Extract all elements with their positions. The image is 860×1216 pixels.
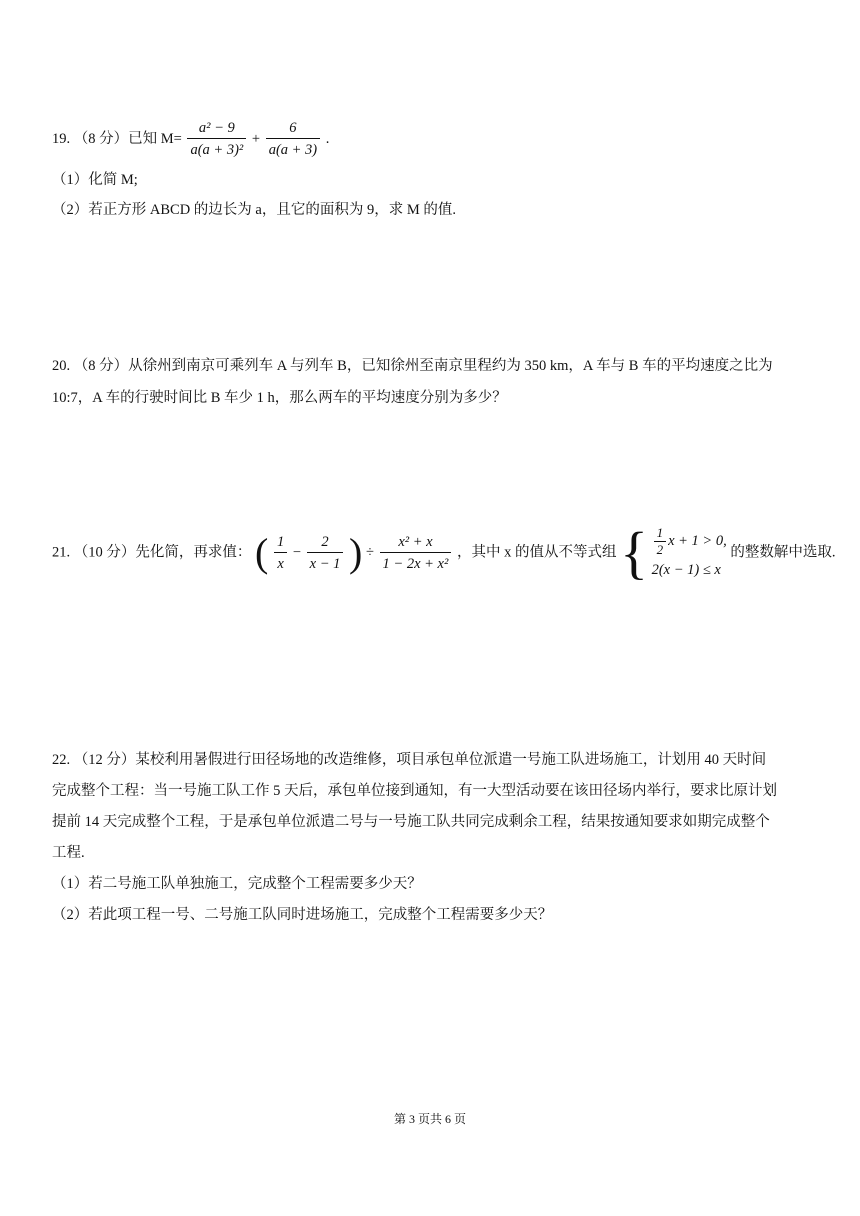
inequality-1 — [652, 525, 727, 558]
question-number: 19. — [52, 130, 71, 147]
question-20 — [52, 350, 812, 414]
question-number: 22. — [52, 752, 71, 768]
question-19-part-2: （2）若正方形 ABCD 的边长为 a，且它的面积为 9，求 M 的值. — [52, 202, 456, 218]
fraction — [274, 532, 287, 575]
denominator: x − 1 — [309, 555, 341, 572]
denominator: a(a + 3) — [268, 142, 318, 158]
question-21-stem — [52, 520, 836, 585]
operator-divide: ÷ — [365, 544, 374, 561]
fraction — [307, 532, 344, 575]
question-21 — [52, 520, 836, 585]
period: . — [325, 130, 330, 147]
question-number: 20. — [52, 358, 71, 374]
right-paren: ) — [349, 530, 363, 575]
left-brace: { — [620, 520, 648, 585]
inequality-rest: x + 1 > 0, — [668, 532, 727, 549]
numerator: x² + x — [380, 532, 452, 553]
question-22-line-3: 提前 14 天完成整个工程，于是承包单位派遣二号与一号施工队共同完成剩余工程，结果按通知要求如期完成整个 — [52, 814, 770, 830]
denominator: 1 − 2x + x² — [382, 555, 449, 572]
question-text: （12 分）某校利用暑假进行田径场地的改造维修，项目承包单位派遣一号施工队进场施工，计划用 40 天时间 — [73, 752, 767, 768]
question-number: 21. — [52, 544, 71, 561]
operator-minus: − — [292, 544, 302, 561]
question-22-line-2: 完成整个工程：当一号施工队工作 5 天后，承包单位接到通知，有一大型活动要在该田径场内举行，要求比原计划 — [52, 783, 777, 799]
question-text: ，其中 x 的值从不等式组 — [456, 544, 617, 561]
numerator: 6 — [266, 118, 320, 139]
question-text: （8 分）从徐州到南京可乘列车 A 与列车 B，已知徐州至南京里程约为 350 km，A 车与 B 车的平均速度之比为 — [73, 358, 773, 374]
question-22-part-2: （2）若此项工程一号、二号施工队同时进场施工，完成整个工程需要多少天？ — [52, 907, 553, 923]
denominator: 2 — [656, 541, 664, 557]
fraction — [187, 118, 246, 161]
left-paren: ( — [255, 530, 269, 575]
question-20-line-1 — [52, 350, 812, 382]
question-19-part-1: （1）化简 M; — [52, 172, 138, 188]
question-22-line-4: 工程. — [52, 845, 85, 861]
inequality-system — [652, 525, 727, 582]
inequality-2: 2(x − 1) ≤ x — [651, 561, 721, 578]
numerator: 2 — [307, 532, 344, 553]
question-text-end: 的整数解中选取. — [730, 544, 836, 561]
fraction — [380, 532, 452, 575]
question-22-line-1 — [52, 745, 812, 776]
question-points: （8 分）已知 M= — [73, 130, 182, 147]
operator-plus: + — [251, 130, 261, 147]
question-19 — [52, 118, 812, 225]
question-22-part-1: （1）若二号施工队单独施工，完成整个工程需要多少天？ — [52, 876, 422, 892]
numerator: 1 — [274, 532, 287, 553]
numerator: 1 — [654, 525, 667, 542]
question-20-line-2: 10:7，A 车的行驶时间比 B 车少 1 h，那么两车的平均速度分别为多少？ — [52, 390, 507, 406]
question-22 — [52, 745, 812, 931]
question-19-stem — [52, 118, 812, 161]
denominator: x — [277, 555, 284, 572]
question-text: （10 分）先化简，再求值： — [73, 544, 252, 561]
numerator: a² − 9 — [187, 118, 246, 139]
fraction — [654, 525, 667, 558]
page-footer: 第 3 页共 6 页 — [393, 1112, 466, 1126]
fraction — [266, 118, 320, 161]
denominator: a(a + 3)² — [190, 142, 244, 158]
